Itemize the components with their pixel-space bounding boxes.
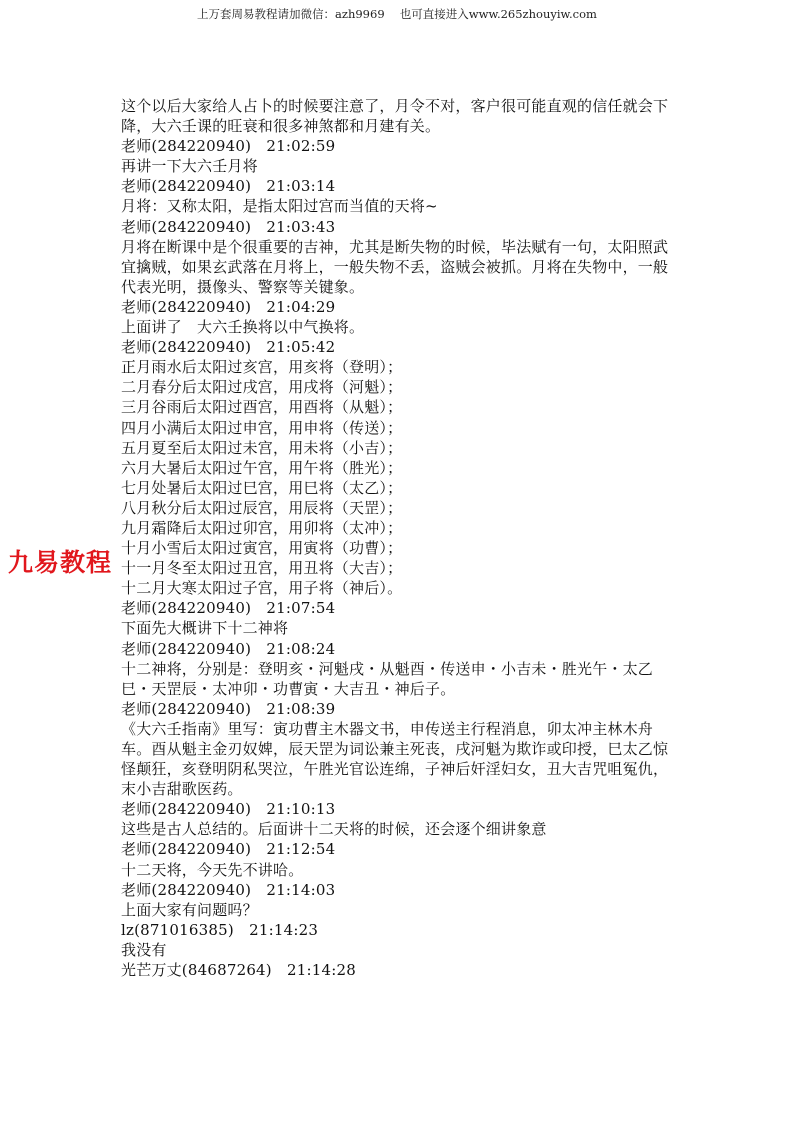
month-general-item: 十一月冬至太阳过丑宫，用丑将（大吉）； bbox=[121, 559, 403, 578]
month-general-item: 六月大暑后太阳过午宫，用午将（胜光）； bbox=[121, 458, 403, 477]
message-text: 上面讲了 大六壬换将以中气换将。 bbox=[121, 318, 365, 337]
month-general-item: 九月霜降后太阳过卯宫，用卯将（太冲）； bbox=[121, 518, 403, 537]
month-general-item: 三月谷雨后太阳过酉宫，用酉将（从魁）； bbox=[121, 398, 403, 417]
message-text: 我没有 bbox=[121, 940, 167, 959]
message-text: 月将在断课中是个很重要的吉神，尤其是断失物的时候，毕法赋有一句，太阳照武宜擒贼，如果玄武落在月将上，一般失物不丢，盗贼会被抓。月将在失物中，一般代表光明，摄像头、警察等关键象。 bbox=[121, 237, 669, 296]
message-text: 十二神将，分别是：登明亥・河魁戌・从魁酉・传送申・小吉未・胜光午・太乙巳・天罡辰・太冲卯・功曹寅・大吉丑・神后子。 bbox=[121, 659, 654, 698]
message-sender-time: 老师(284220940) 21:08:24 bbox=[121, 639, 336, 658]
message-sender-time: 老师(284220940) 21:02:59 bbox=[121, 137, 336, 156]
message-sender-time: lz(871016385) 21:14:23 bbox=[121, 920, 319, 939]
message-text: 再讲一下大六壬月将 bbox=[121, 157, 258, 176]
message-text: 这个以后大家给人占卜的时候要注意了，月令不对，客户很可能直观的信任就会下降，大六壬课的旺衰和很多神煞都和月建有关。 bbox=[121, 97, 669, 136]
message-text: 这些是古人总结的。后面讲十二天将的时候，还会逐个细讲象意 bbox=[121, 820, 547, 839]
month-general-item: 五月夏至后太阳过未宫，用未将（小吉）； bbox=[121, 438, 403, 457]
message-text: 十二天将，今天先不讲哈。 bbox=[121, 860, 304, 879]
message-text: 月将：又称太阳，是指太阳过宫而当值的天将~ bbox=[121, 197, 438, 216]
page-header: 上万套周易教程请加微信：azh9969 也可直接进入www.265zhouyiw.com bbox=[197, 7, 597, 21]
message-text: 下面先大概讲下十二神将 bbox=[121, 619, 289, 638]
message-sender-time: 老师(284220940) 21:04:29 bbox=[121, 297, 336, 316]
month-general-item: 四月小满后太阳过申宫，用申将（传送）； bbox=[121, 418, 403, 437]
message-sender-time: 老师(284220940) 21:10:13 bbox=[121, 800, 336, 819]
watermark-logo: 九易教程 bbox=[8, 548, 113, 577]
month-general-item: 十二月大寒太阳过子宫，用子将（神后）。 bbox=[121, 579, 403, 598]
message-sender-time: 老师(284220940) 21:07:54 bbox=[121, 599, 336, 618]
month-general-item: 正月雨水后太阳过亥宫，用亥将（登明）； bbox=[121, 358, 403, 377]
month-general-item: 二月春分后太阳过戌宫，用戌将（河魁）； bbox=[121, 378, 403, 397]
chat-transcript bbox=[121, 96, 681, 980]
month-general-item: 八月秋分后太阳过辰宫，用辰将（天罡）； bbox=[121, 498, 403, 517]
month-general-item: 十月小雪后太阳过寅宫，用寅将（功曹）； bbox=[121, 539, 403, 558]
message-sender-time: 老师(284220940) 21:08:39 bbox=[121, 699, 336, 718]
message-text: 上面大家有问题吗？ bbox=[121, 900, 258, 919]
month-general-item: 七月处暑后太阳过巳宫，用巳将（太乙）； bbox=[121, 478, 403, 497]
message-sender-time: 老师(284220940) 21:03:14 bbox=[121, 177, 336, 196]
message-sender-time: 老师(284220940) 21:05:42 bbox=[121, 338, 336, 357]
message-sender-time: 老师(284220940) 21:12:54 bbox=[121, 840, 336, 859]
message-sender-time: 老师(284220940) 21:14:03 bbox=[121, 880, 336, 899]
message-sender-time: 光芒万丈(84687264) 21:14:28 bbox=[121, 961, 357, 980]
message-sender-time: 老师(284220940) 21:03:43 bbox=[121, 217, 336, 236]
message-text: 《大六壬指南》里写：寅功曹主木器文书，申传送主行程消息，卯太冲主林木舟车。酉从魁主金刃奴婢，辰天罡为词讼兼主死丧，戌河魁为欺诈或印授，巳太乙惊怪颠狂，亥登明阴私哭泣，午胜光官讼连绵，子神后奸淫妇女，丑大吉咒咀冤仇，末小吉甜歌医药。 bbox=[121, 719, 669, 799]
